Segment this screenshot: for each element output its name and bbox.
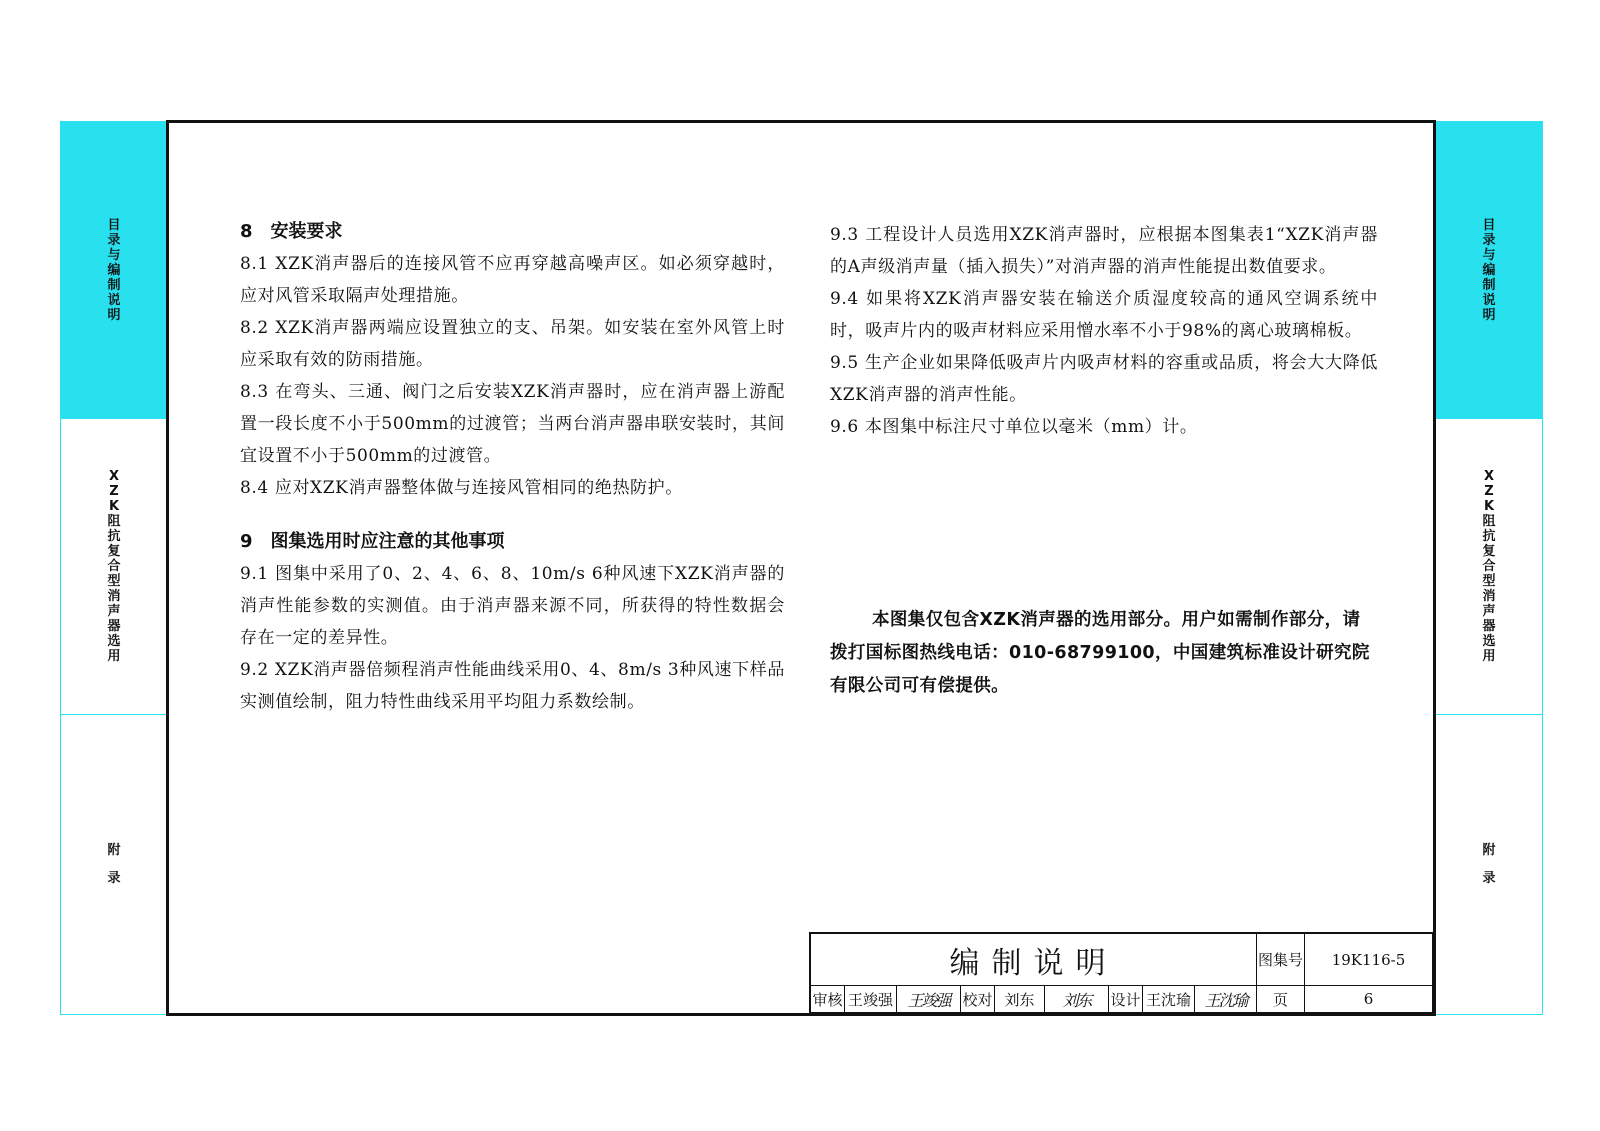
side-tab-appendix-label: 附录 xyxy=(107,842,121,886)
checker-signature: 刘东 xyxy=(1045,986,1109,1013)
section-8-3: 8.3 在弯头、三通、阀门之后安装XZK消声器时，应在消声器上游配置一段长度不小于500mm的过渡管；当两台消声器串联安装时，其间宜设置不小于500mm的过渡管。 xyxy=(240,382,785,466)
section-8-heading: 8 安装要求 xyxy=(240,221,343,242)
section-gap xyxy=(240,504,785,526)
side-tab-appendix[interactable] xyxy=(61,715,167,1014)
checker-name: 刘东 xyxy=(995,986,1045,1013)
side-tab-selection[interactable] xyxy=(61,419,167,715)
left-column xyxy=(240,216,785,718)
drawing-title: 编制说明 xyxy=(811,934,1257,986)
left-side-tabs xyxy=(60,121,167,1015)
design-label: 设计 xyxy=(1109,986,1143,1013)
side-tab-contents-right[interactable] xyxy=(1436,122,1542,419)
section-9-4: 9.4 如果将XZK消声器安装在输送介质湿度较高的通风空调系统中时，吸声片内的吸声材料应采用憎水率不小于98%的离心玻璃棉板。 xyxy=(830,289,1378,341)
right-side-tabs xyxy=(1436,121,1543,1015)
page-label: 页 xyxy=(1257,986,1305,1013)
designer-name: 王沈瑜 xyxy=(1143,986,1195,1013)
review-label: 审核 xyxy=(811,986,845,1013)
side-tab-appendix-right[interactable] xyxy=(1436,715,1542,1014)
title-block xyxy=(809,932,1433,1013)
availability-note: 本图集仅包含XZK消声器的选用部分。用户如需制作部分，请拨打国标图热线电话：010-68799100，中国建筑标准设计研究院有限公司可有偿提供。 xyxy=(830,610,1370,696)
section-8-2: 8.2 XZK消声器两端应设置独立的支、吊架。如安装在室外风管上时应采取有效的防雨措施。 xyxy=(240,318,785,370)
side-tab-selection-right-label: XZK阻抗复合型消声器选用 xyxy=(1482,469,1496,664)
section-9-1: 9.1 图集中采用了0、2、4、6、8、10m/s 6种风速下XZK消声器的消声性能参数的实测值。由于消声器来源不同，所获得的特性数据会存在一定的差异性。 xyxy=(240,564,785,648)
section-9-3: 9.3 工程设计人员选用XZK消声器时，应根据本图集表1“XZK消声器的A声级消声量（插入损失）”对消声器的消声性能提出数值要求。 xyxy=(830,225,1378,277)
side-tab-contents-right-label: 目录与编制说明 xyxy=(1482,218,1496,323)
side-tab-selection-label: XZK阻抗复合型消声器选用 xyxy=(107,469,121,664)
section-8-1: 8.1 XZK消声器后的连接风管不应再穿越高噪声区。如必须穿越时，应对风管采取隔声处理措施。 xyxy=(240,254,785,306)
atlas-number: 19K116-5 xyxy=(1305,934,1433,986)
reviewer-name: 王竣强 xyxy=(845,986,897,1013)
section-9-5: 9.5 生产企业如果降低吸声片内吸声材料的容重或品质，将会大大降低XZK消声器的消声性能。 xyxy=(830,353,1378,405)
section-9-heading: 9 图集选用时应注意的其他事项 xyxy=(240,531,505,552)
section-8-4: 8.4 应对XZK消声器整体做与连接风管相同的绝热防护。 xyxy=(240,478,683,498)
section-9-2: 9.2 XZK消声器倍频程消声性能曲线采用0、4、8m/s 3种风速下样品实测值绘制，阻力特性曲线采用平均阻力系数绘制。 xyxy=(240,660,785,712)
atlas-number-label: 图集号 xyxy=(1257,934,1305,986)
side-tab-selection-right[interactable] xyxy=(1436,419,1542,715)
right-column xyxy=(830,219,1378,443)
side-tab-appendix-right-label: 附录 xyxy=(1482,842,1496,886)
page-number: 6 xyxy=(1305,986,1433,1013)
side-tab-contents[interactable] xyxy=(61,122,167,419)
designer-signature: 王沈瑜 xyxy=(1195,986,1257,1013)
side-tab-contents-label: 目录与编制说明 xyxy=(107,218,121,323)
section-9-6: 9.6 本图集中标注尺寸单位以毫米（mm）计。 xyxy=(830,417,1198,437)
reviewer-signature: 王竣强 xyxy=(897,986,961,1013)
check-label: 校对 xyxy=(961,986,995,1013)
